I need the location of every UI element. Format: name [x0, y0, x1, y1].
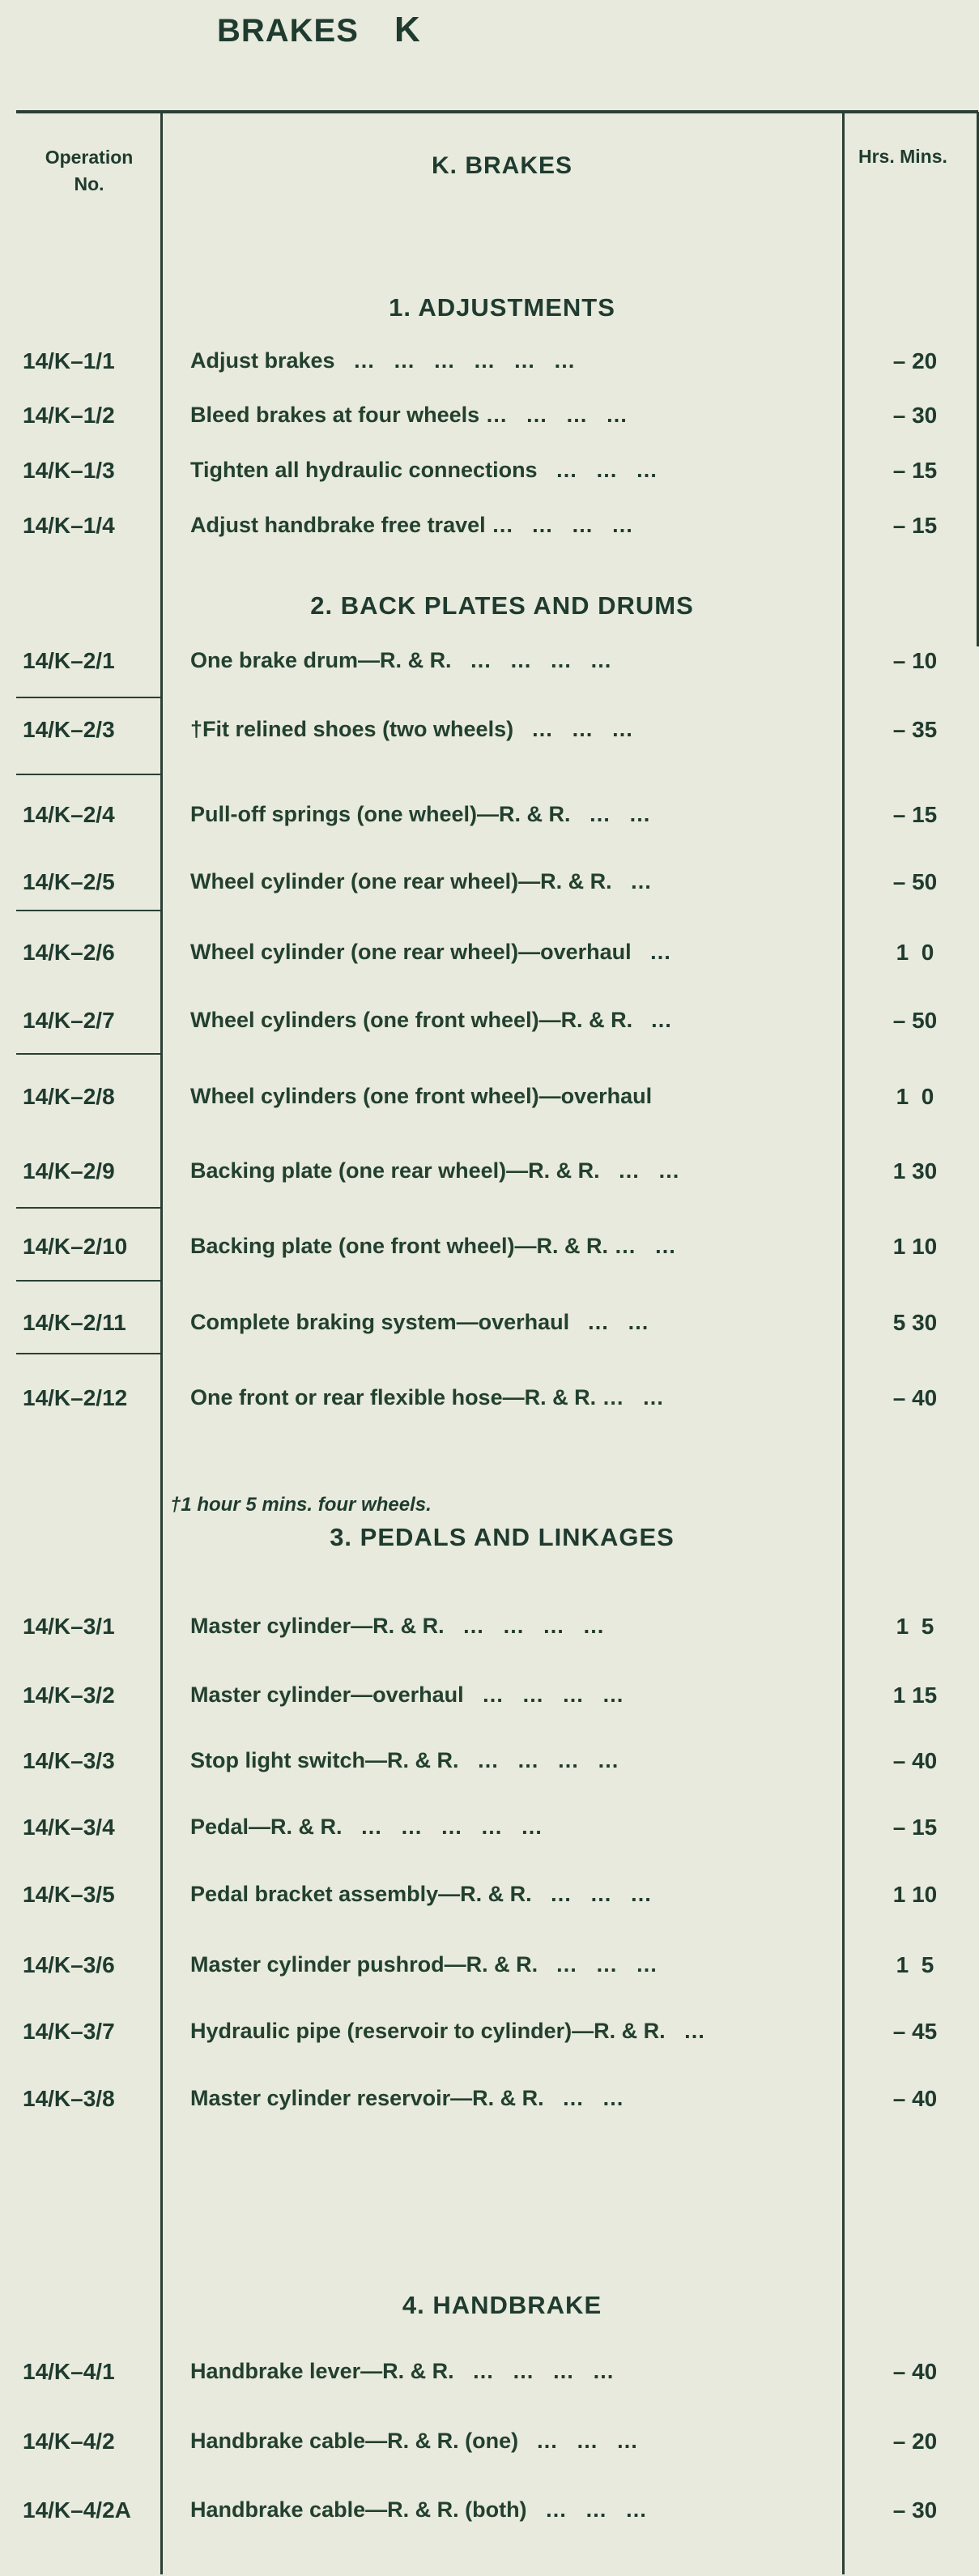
operation-description: Hydraulic pipe (reservoir to cylinder)—R. & R. [190, 2019, 666, 2043]
leader-dots: … [630, 869, 652, 893]
operation-number: 14/K–3/2 [23, 1683, 115, 1708]
operation-time: 1 5 [896, 1952, 934, 1977]
table-row [0, 513, 979, 548]
operation-description: Complete braking system—overhaul [190, 1310, 570, 1334]
operation-description: Master cylinder pushrod—R. & R. [190, 1952, 538, 1977]
operation-description: Master cylinder reservoir—R. & R. [190, 2086, 544, 2110]
leader-dots: … … … [550, 1882, 653, 1906]
leader-dots: … … … … … [360, 1815, 543, 1839]
operation-description: Pedal—R. & R. [190, 1815, 343, 1839]
operation-number: 14/K–2/12 [23, 1385, 128, 1410]
section-title: 4. HANDBRAKE [402, 2291, 602, 2319]
operation-description: One front or rear flexible hose—R. & R. … [190, 1385, 624, 1410]
operation-time: – 15 [892, 458, 938, 483]
operation-description: Wheel cylinder (one rear wheel)—overhaul [190, 940, 632, 964]
table-row [0, 940, 979, 975]
section-title: 3. PEDALS AND LINKAGES [330, 1523, 675, 1551]
leader-dots: … … … [555, 1952, 658, 1977]
operation-number: 14/K–1/1 [23, 348, 115, 373]
page-header-title: BRAKES [217, 13, 359, 49]
table-main-title: K. BRAKES [431, 152, 573, 179]
operation-time: 1 5 [896, 1614, 934, 1639]
operation-number: 14/K–2/5 [23, 869, 115, 894]
operation-number: 14/K–1/2 [23, 403, 115, 428]
time-header: Hrs. Mins. [858, 146, 947, 167]
leader-dots: … [650, 1008, 672, 1032]
operation-number: 14/K–2/7 [23, 1008, 115, 1033]
leader-dots: … [649, 940, 671, 964]
section-title: 1. ADJUSTMENTS [389, 293, 615, 322]
operation-time: 5 30 [892, 1310, 938, 1335]
operation-description: Wheel cylinder (one rear wheel)—R. & R. [190, 869, 612, 893]
operation-description: Backing plate (one rear wheel)—R. & R. [190, 1158, 600, 1183]
leader-dots: … … [587, 1310, 649, 1334]
operation-number: 14/K–3/3 [23, 1748, 115, 1773]
table-row [0, 648, 979, 684]
leader-dots: … [683, 2019, 705, 2043]
operation-description: Stop light switch—R. & R. [190, 1748, 459, 1772]
operation-no-header: Operation No. [45, 147, 134, 194]
operation-time: – 45 [892, 2019, 938, 2044]
operation-number: 14/K–4/2 [23, 2429, 115, 2454]
operation-number: 14/K–4/2A [23, 2497, 131, 2523]
row-separator [16, 697, 162, 698]
operation-description: Wheel cylinders (one front wheel)—overhaul [190, 1084, 653, 1108]
table-row [0, 1815, 979, 1850]
table-row [0, 717, 979, 753]
leader-dots: … … … [526, 403, 628, 427]
operation-number: 14/K–2/10 [23, 1234, 128, 1259]
leader-dots: … … … … [472, 2359, 615, 2383]
operation-description: Master cylinder—overhaul [190, 1683, 464, 1707]
operation-time: – 30 [892, 403, 938, 428]
operation-number: 14/K–3/4 [23, 1815, 115, 1840]
table-row [0, 2086, 979, 2122]
leader-dots: … … … … [482, 1683, 624, 1707]
operation-time: 1 30 [892, 1158, 938, 1184]
table-row [0, 802, 979, 838]
operation-number: 14/K–3/6 [23, 1952, 115, 1977]
operation-number: 14/K–2/3 [23, 717, 115, 742]
operation-description: Handbrake cable—R. & R. (one) [190, 2429, 519, 2453]
leader-dots: … … … [555, 458, 658, 482]
table-row [0, 2497, 979, 2533]
operation-number: 14/K–1/4 [23, 513, 115, 538]
table-row [0, 2429, 979, 2464]
operation-number: 14/K–2/9 [23, 1158, 115, 1184]
operation-time: – 40 [892, 1748, 938, 1773]
table-row [0, 1158, 979, 1194]
operation-time: 1 10 [892, 1882, 938, 1907]
operation-time: – 35 [892, 717, 938, 742]
leader-dots: … … … … [462, 1614, 605, 1638]
operation-number: 14/K–1/3 [23, 458, 115, 483]
row-separator [16, 910, 162, 911]
operation-description: Adjust handbrake free travel … [190, 513, 514, 537]
operation-time: – 20 [892, 2429, 938, 2454]
table-row [0, 1310, 979, 1346]
operation-description: Bleed brakes at four wheels … [190, 403, 508, 427]
table-row [0, 403, 979, 438]
operation-number: 14/K–4/1 [23, 2359, 115, 2384]
table-row [0, 2019, 979, 2054]
table-row [0, 1683, 979, 1718]
table-row [0, 1952, 979, 1988]
operation-description: Backing plate (one front wheel)—R. & R. … [190, 1234, 636, 1258]
operation-number: 14/K–3/7 [23, 2019, 115, 2044]
operation-description: One brake drum—R. & R. [190, 648, 452, 672]
leader-dots: … … … [531, 513, 634, 537]
operation-time: 1 10 [892, 1234, 938, 1259]
leader-dots: … … … [536, 2429, 639, 2453]
leader-dots: … [642, 1385, 664, 1410]
operation-number: 14/K–3/1 [23, 1614, 115, 1639]
leader-dots: … … … … [477, 1748, 619, 1772]
operation-time: – 50 [892, 1008, 938, 1033]
operation-time: – 30 [892, 2497, 938, 2523]
table-row [0, 869, 979, 905]
table-row [0, 1614, 979, 1649]
table-row [0, 458, 979, 493]
operation-time: 1 0 [896, 1084, 934, 1109]
operation-description: Tighten all hydraulic connections [190, 458, 538, 482]
operation-time: 1 15 [892, 1683, 938, 1708]
row-separator [16, 1053, 162, 1055]
operation-description: †Fit relined shoes (two wheels) [190, 717, 514, 741]
table-row [0, 1084, 979, 1120]
operation-time: – 20 [892, 348, 938, 373]
operation-time: – 50 [892, 869, 938, 894]
operation-number: 14/K–2/4 [23, 802, 115, 827]
operation-description: Handbrake lever—R. & R. [190, 2359, 454, 2383]
row-separator [16, 1280, 162, 1282]
table-row [0, 1234, 979, 1269]
page-header-letter: K [394, 10, 421, 49]
operation-time: – 10 [892, 648, 938, 673]
operation-description: Handbrake cable—R. & R. (both) [190, 2497, 527, 2522]
leader-dots: … … … [545, 2497, 648, 2522]
operation-time: – 40 [892, 1385, 938, 1410]
operation-number: 14/K–3/8 [23, 2086, 115, 2111]
operation-number: 14/K–2/11 [23, 1310, 126, 1335]
row-separator [16, 1207, 162, 1209]
footnote: †1 hour 5 mins. four wheels. [170, 1494, 432, 1516]
operation-time: – 15 [892, 513, 938, 538]
leader-dots: … … … [531, 717, 634, 741]
operation-description: Pedal bracket assembly—R. & R. [190, 1882, 532, 1906]
table-row [0, 1385, 979, 1421]
operation-description: Wheel cylinders (one front wheel)—R. & R. [190, 1008, 633, 1032]
operation-time: – 40 [892, 2359, 938, 2384]
leader-dots: … … … … … … [353, 348, 576, 373]
operation-time: – 15 [892, 802, 938, 827]
leader-dots: … [654, 1234, 676, 1258]
row-separator [16, 774, 162, 775]
leader-dots: … … [562, 2086, 624, 2110]
table-row [0, 1882, 979, 1917]
operation-number: 14/K–2/8 [23, 1084, 115, 1109]
operation-description: Pull-off springs (one wheel)—R. & R. [190, 802, 571, 826]
row-separator [16, 1353, 162, 1354]
operation-number: 14/K–2/1 [23, 648, 115, 673]
operation-time: – 15 [892, 1815, 938, 1840]
table-row [0, 348, 979, 384]
leader-dots: … … [589, 802, 651, 826]
operation-time: 1 0 [896, 940, 934, 965]
operation-time: – 40 [892, 2086, 938, 2111]
page-header [217, 10, 421, 50]
operation-number: 14/K–2/6 [23, 940, 115, 965]
section-title: 2. BACK PLATES AND DRUMS [310, 591, 694, 620]
table-row [0, 1748, 979, 1784]
leader-dots: … … [618, 1158, 680, 1183]
table-row [0, 2359, 979, 2395]
leader-dots: … … … … [470, 648, 612, 672]
operation-description: Adjust brakes [190, 348, 335, 373]
table-row [0, 1008, 979, 1043]
operation-number: 14/K–3/5 [23, 1882, 115, 1907]
operation-description: Master cylinder—R. & R. [190, 1614, 445, 1638]
